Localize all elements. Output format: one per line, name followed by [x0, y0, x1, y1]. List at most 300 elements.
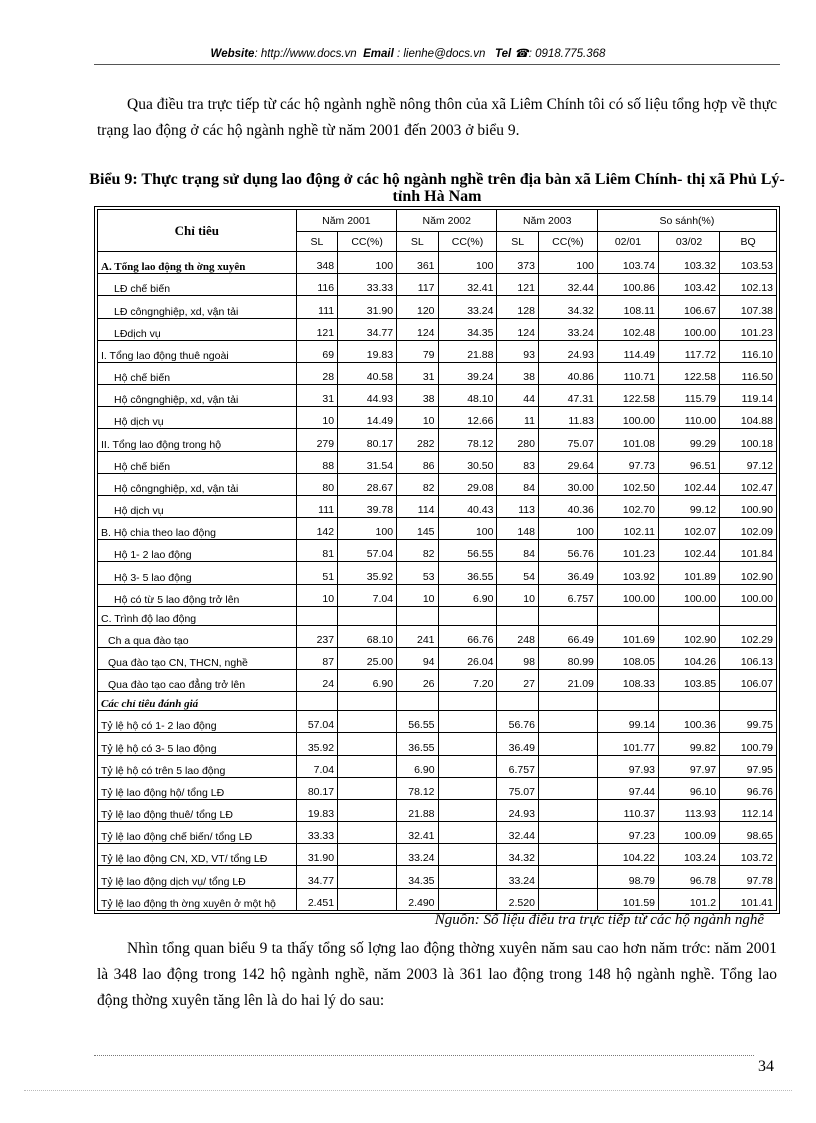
- row-value: 34.35: [397, 866, 438, 888]
- row-value: 66.76: [438, 625, 497, 647]
- row-value: 29.08: [438, 473, 497, 495]
- row-value: 57.04: [338, 540, 397, 562]
- row-value: 34.35: [438, 318, 497, 340]
- row-value: 112.14: [720, 799, 777, 821]
- header-sl: SL: [497, 232, 538, 252]
- row-value: 84: [497, 540, 538, 562]
- row-value: 56.55: [397, 711, 438, 733]
- table-row: [98, 692, 777, 711]
- row-value: 10: [497, 584, 538, 606]
- row-value: 97.44: [597, 777, 658, 799]
- row-value: 10: [397, 407, 438, 429]
- row-value: 82: [397, 473, 438, 495]
- row-value: 124: [397, 318, 438, 340]
- row-value: 10: [397, 584, 438, 606]
- row-value: 11: [497, 407, 538, 429]
- row-value: [538, 844, 597, 866]
- row-value: [338, 692, 397, 711]
- row-value: [538, 606, 597, 625]
- table-row: [98, 711, 777, 733]
- row-value: [538, 799, 597, 821]
- row-value: 69: [296, 340, 337, 362]
- row-value: [397, 606, 438, 625]
- row-value: 96.78: [659, 866, 720, 888]
- row-value: 38: [497, 362, 538, 384]
- row-value: [338, 777, 397, 799]
- row-value: 103.42: [659, 274, 720, 296]
- row-value: 99.82: [659, 733, 720, 755]
- table-row: [98, 540, 777, 562]
- row-value: 115.79: [659, 385, 720, 407]
- row-value: 86: [397, 451, 438, 473]
- row-label: LĐ côngnghiệp, xd, vận tải: [98, 296, 297, 318]
- row-value: [438, 755, 497, 777]
- row-value: [597, 606, 658, 625]
- row-value: 100.00: [720, 584, 777, 606]
- row-value: 21.09: [538, 670, 597, 692]
- table-row: [98, 866, 777, 888]
- table-row: [98, 755, 777, 777]
- row-value: 34.77: [296, 866, 337, 888]
- table-row: [98, 647, 777, 669]
- row-value: 28.67: [338, 473, 397, 495]
- row-value: [438, 777, 497, 799]
- row-value: [497, 692, 538, 711]
- row-value: 87: [296, 647, 337, 669]
- tel-label: Tel: [494, 48, 512, 60]
- row-value: 79: [397, 340, 438, 362]
- row-value: 111: [296, 296, 337, 318]
- row-value: 39.24: [438, 362, 497, 384]
- row-value: 27: [497, 670, 538, 692]
- row-value: [538, 777, 597, 799]
- row-value: 101.84: [720, 540, 777, 562]
- row-value: 97.23: [597, 822, 658, 844]
- row-value: 113.93: [659, 799, 720, 821]
- row-value: 40.36: [538, 495, 597, 517]
- row-value: [338, 711, 397, 733]
- row-value: 102.29: [720, 625, 777, 647]
- row-value: 7.04: [338, 584, 397, 606]
- bottom-divider: [94, 1055, 754, 1056]
- row-value: [338, 866, 397, 888]
- row-value: 56.76: [497, 711, 538, 733]
- table-row: [98, 296, 777, 318]
- row-value: 33.33: [338, 274, 397, 296]
- row-value: 33.33: [296, 822, 337, 844]
- row-value: 100: [438, 252, 497, 274]
- row-value: 102.70: [597, 495, 658, 517]
- row-value: 100.00: [659, 584, 720, 606]
- row-value: 44.93: [338, 385, 397, 407]
- row-value: 14.49: [338, 407, 397, 429]
- table-frame: [94, 206, 780, 914]
- row-value: 36.49: [497, 733, 538, 755]
- row-value: 241: [397, 625, 438, 647]
- row-value: 102.90: [659, 625, 720, 647]
- row-value: 19.83: [296, 799, 337, 821]
- header-02-01: 02/01: [597, 232, 658, 252]
- row-value: 117.72: [659, 340, 720, 362]
- row-value: 114.49: [597, 340, 658, 362]
- row-value: [538, 733, 597, 755]
- table-row: [98, 670, 777, 692]
- row-value: 106.67: [659, 296, 720, 318]
- page-header: [0, 46, 816, 60]
- table-row: [98, 451, 777, 473]
- table-row: [98, 407, 777, 429]
- row-value: 120: [397, 296, 438, 318]
- row-value: 103.72: [720, 844, 777, 866]
- row-value: 88: [296, 451, 337, 473]
- row-value: 103.32: [659, 252, 720, 274]
- row-value: 106.13: [720, 647, 777, 669]
- row-label: Các chỉ tiêu đánh giá: [98, 692, 297, 711]
- row-value: 104.88: [720, 407, 777, 429]
- row-value: 361: [397, 252, 438, 274]
- row-value: 10: [296, 407, 337, 429]
- row-value: 100.79: [720, 733, 777, 755]
- row-value: 48.10: [438, 385, 497, 407]
- website-url[interactable]: : http://www.docs.vn: [254, 48, 357, 60]
- row-value: 100.36: [659, 711, 720, 733]
- table-row: [98, 584, 777, 606]
- row-value: [338, 844, 397, 866]
- row-value: 96.10: [659, 777, 720, 799]
- row-value: 40.43: [438, 495, 497, 517]
- row-value: 24: [296, 670, 337, 692]
- row-value: 97.97: [659, 755, 720, 777]
- row-value: [438, 844, 497, 866]
- row-value: 103.24: [659, 844, 720, 866]
- row-label: Hộ dịch vụ: [98, 407, 297, 429]
- table-row: [98, 473, 777, 495]
- row-value: 19.83: [338, 340, 397, 362]
- row-value: 122.58: [659, 362, 720, 384]
- row-value: 103.85: [659, 670, 720, 692]
- row-value: 68.10: [338, 625, 397, 647]
- row-value: 113: [497, 495, 538, 517]
- row-value: 102.09: [720, 518, 777, 540]
- row-value: 80: [296, 473, 337, 495]
- row-value: 33.24: [497, 866, 538, 888]
- row-value: 25.00: [338, 647, 397, 669]
- row-value: 101.59: [597, 888, 658, 910]
- row-value: 97.95: [720, 755, 777, 777]
- table-row: [98, 733, 777, 755]
- row-value: 108.11: [597, 296, 658, 318]
- row-value: [659, 692, 720, 711]
- row-value: 96.76: [720, 777, 777, 799]
- row-value: [438, 888, 497, 910]
- row-label: Hộ chế biến: [98, 451, 297, 473]
- row-value: 36.55: [438, 562, 497, 584]
- table-row: [98, 888, 777, 910]
- row-value: 11.83: [538, 407, 597, 429]
- row-value: 279: [296, 429, 337, 451]
- row-value: 78.12: [397, 777, 438, 799]
- row-value: 39.78: [338, 495, 397, 517]
- row-value: 98: [497, 647, 538, 669]
- table-row: [98, 495, 777, 517]
- row-value: [438, 799, 497, 821]
- row-value: 119.14: [720, 385, 777, 407]
- row-value: 101.23: [597, 540, 658, 562]
- row-value: 33.24: [438, 296, 497, 318]
- row-value: 100.86: [597, 274, 658, 296]
- row-value: 111: [296, 495, 337, 517]
- row-value: 31.90: [296, 844, 337, 866]
- row-value: [538, 822, 597, 844]
- row-value: 51: [296, 562, 337, 584]
- row-value: 282: [397, 429, 438, 451]
- row-label: Tỷ lệ hộ có trên 5 lao động: [98, 755, 297, 777]
- row-value: 108.33: [597, 670, 658, 692]
- row-value: 33.24: [397, 844, 438, 866]
- row-value: [438, 606, 497, 625]
- source-note: Nguồn: Số liệu điều tra trực tiếp từ các hộ ngành nghề: [434, 912, 764, 928]
- row-value: 102.44: [659, 473, 720, 495]
- header-divider: [94, 64, 780, 65]
- row-value: 97.12: [720, 451, 777, 473]
- row-value: 96.51: [659, 451, 720, 473]
- row-value: 100.90: [720, 495, 777, 517]
- row-label: Hộ côngnghiệp, xd, vận tải: [98, 385, 297, 407]
- row-value: [338, 606, 397, 625]
- row-value: 110.00: [659, 407, 720, 429]
- row-value: 145: [397, 518, 438, 540]
- row-value: 57.04: [296, 711, 337, 733]
- row-value: 102.07: [659, 518, 720, 540]
- row-value: 101.77: [597, 733, 658, 755]
- email-address[interactable]: : lienhe@docs.vn: [396, 48, 486, 60]
- row-value: [438, 866, 497, 888]
- row-label: Tỷ lệ lao động hộ/ tổng LĐ: [98, 777, 297, 799]
- row-value: 104.22: [597, 844, 658, 866]
- row-value: 31: [296, 385, 337, 407]
- header-bq: BQ: [720, 232, 777, 252]
- row-value: 101.41: [720, 888, 777, 910]
- table-row: [98, 274, 777, 296]
- row-value: 12.66: [438, 407, 497, 429]
- row-value: 280: [497, 429, 538, 451]
- table-row: [98, 429, 777, 451]
- row-value: 35.92: [296, 733, 337, 755]
- row-value: 40.58: [338, 362, 397, 384]
- row-value: 103.92: [597, 562, 658, 584]
- row-value: 117: [397, 274, 438, 296]
- row-value: 98.65: [720, 822, 777, 844]
- header-cc: CC(%): [538, 232, 597, 252]
- row-value: 348: [296, 252, 337, 274]
- row-value: 6.757: [497, 755, 538, 777]
- row-value: [720, 692, 777, 711]
- row-value: 32.44: [497, 822, 538, 844]
- row-value: 99.12: [659, 495, 720, 517]
- row-value: 237: [296, 625, 337, 647]
- website-label: Website: [210, 48, 255, 60]
- row-value: 82: [397, 540, 438, 562]
- header-03-02: 03/02: [659, 232, 720, 252]
- row-value: [296, 606, 337, 625]
- row-label: Hộ côngnghiệp, xd, vận tải: [98, 473, 297, 495]
- row-label: Tỷ lệ lao động thuê/ tổng LĐ: [98, 799, 297, 821]
- row-value: [438, 733, 497, 755]
- row-label: Tỷ lệ hộ có 1- 2 lao động: [98, 711, 297, 733]
- row-label: Tỷ lệ lao động chế biến/ tổng LĐ: [98, 822, 297, 844]
- row-value: [338, 755, 397, 777]
- row-value: 100.00: [659, 318, 720, 340]
- row-value: 36.49: [538, 562, 597, 584]
- row-value: 100: [438, 518, 497, 540]
- row-value: 80.17: [338, 429, 397, 451]
- table-row: [98, 362, 777, 384]
- row-value: 100.09: [659, 822, 720, 844]
- row-value: 100: [338, 518, 397, 540]
- row-value: 108.05: [597, 647, 658, 669]
- row-label: II. Tổng lao động trong hộ: [98, 429, 297, 451]
- row-label: Ch a qua đào tạo: [98, 625, 297, 647]
- row-value: 31.90: [338, 296, 397, 318]
- row-value: 101.23: [720, 318, 777, 340]
- table-row: [98, 799, 777, 821]
- row-value: 101.89: [659, 562, 720, 584]
- row-value: 99.14: [597, 711, 658, 733]
- row-value: 116.50: [720, 362, 777, 384]
- row-value: 103.53: [720, 252, 777, 274]
- row-value: 128: [497, 296, 538, 318]
- row-label: C. Trình độ lao động: [98, 606, 297, 625]
- row-value: 24.93: [497, 799, 538, 821]
- row-value: [338, 799, 397, 821]
- row-value: 6.90: [397, 755, 438, 777]
- table-row: [98, 385, 777, 407]
- row-label: Hộ dịch vụ: [98, 495, 297, 517]
- row-value: 148: [497, 518, 538, 540]
- row-value: [538, 755, 597, 777]
- row-value: [296, 692, 337, 711]
- labor-table: [97, 209, 777, 911]
- row-label: LĐdịch vụ: [98, 318, 297, 340]
- row-value: 56.76: [538, 540, 597, 562]
- row-label: LĐ chế biến: [98, 274, 297, 296]
- header-chi-tieu: Chỉ tiêu: [98, 210, 297, 252]
- row-value: 102.13: [720, 274, 777, 296]
- row-value: 101.69: [597, 625, 658, 647]
- row-value: [397, 692, 438, 711]
- row-value: 104.26: [659, 647, 720, 669]
- header-sl: SL: [296, 232, 337, 252]
- row-label: A. Tổng lao động th ờng xuyên: [98, 252, 297, 274]
- row-value: 97.78: [720, 866, 777, 888]
- row-label: Hộ có từ 5 lao động trở lên: [98, 584, 297, 606]
- row-value: 142: [296, 518, 337, 540]
- row-value: 75.07: [497, 777, 538, 799]
- row-value: 29.64: [538, 451, 597, 473]
- row-value: 2.520: [497, 888, 538, 910]
- row-value: 6.90: [438, 584, 497, 606]
- row-label: Qua đào tạo cao đẳng trở lên: [98, 670, 297, 692]
- row-value: 102.47: [720, 473, 777, 495]
- row-value: [538, 692, 597, 711]
- row-value: 97.73: [597, 451, 658, 473]
- row-value: 47.31: [538, 385, 597, 407]
- row-value: 100.18: [720, 429, 777, 451]
- row-label: Tỷ lệ lao động CN, XD, VT/ tổng LĐ: [98, 844, 297, 866]
- table-row: [98, 606, 777, 625]
- row-value: 56.55: [438, 540, 497, 562]
- row-value: 10: [296, 584, 337, 606]
- row-value: [438, 692, 497, 711]
- row-value: 106.07: [720, 670, 777, 692]
- row-value: 116: [296, 274, 337, 296]
- row-value: [497, 606, 538, 625]
- table-row: [98, 777, 777, 799]
- row-value: 124: [497, 318, 538, 340]
- row-value: 2.490: [397, 888, 438, 910]
- row-value: 101.2: [659, 888, 720, 910]
- header-so-sanh: So sánh(%): [597, 210, 776, 232]
- row-value: 32.41: [397, 822, 438, 844]
- header-cc: CC(%): [438, 232, 497, 252]
- row-value: 54: [497, 562, 538, 584]
- row-value: 110.37: [597, 799, 658, 821]
- page-number: 34: [758, 1058, 774, 1075]
- row-value: 102.48: [597, 318, 658, 340]
- row-label: I. Tổng lao động thuê ngoài: [98, 340, 297, 362]
- row-value: 33.24: [538, 318, 597, 340]
- row-value: 6.757: [538, 584, 597, 606]
- row-value: 21.88: [438, 340, 497, 362]
- row-value: 7.04: [296, 755, 337, 777]
- row-value: 53: [397, 562, 438, 584]
- row-value: [720, 606, 777, 625]
- table-row: [98, 562, 777, 584]
- row-value: 34.77: [338, 318, 397, 340]
- table-row: [98, 822, 777, 844]
- row-label: Tỷ lệ lao động th ờng xuyên ở một hộ: [98, 888, 297, 910]
- row-value: 83: [497, 451, 538, 473]
- header-nam-2001: Năm 2001: [296, 210, 396, 232]
- row-value: 24.93: [538, 340, 597, 362]
- row-value: 100: [538, 252, 597, 274]
- row-value: [538, 711, 597, 733]
- row-value: 121: [497, 274, 538, 296]
- row-value: 66.49: [538, 625, 597, 647]
- row-value: 32.41: [438, 274, 497, 296]
- row-value: 21.88: [397, 799, 438, 821]
- row-value: 98.79: [597, 866, 658, 888]
- row-value: 100: [338, 252, 397, 274]
- row-value: 80.99: [538, 647, 597, 669]
- row-value: 26.04: [438, 647, 497, 669]
- table-row: [98, 844, 777, 866]
- row-value: 7.20: [438, 670, 497, 692]
- row-value: 78.12: [438, 429, 497, 451]
- row-value: 30.50: [438, 451, 497, 473]
- row-value: 122.58: [597, 385, 658, 407]
- row-value: 32.44: [538, 274, 597, 296]
- table-row: [98, 625, 777, 647]
- row-value: 121: [296, 318, 337, 340]
- row-value: 84: [497, 473, 538, 495]
- row-value: 107.38: [720, 296, 777, 318]
- row-label: Hộ 1- 2 lao động: [98, 540, 297, 562]
- row-value: 34.32: [497, 844, 538, 866]
- row-value: 31: [397, 362, 438, 384]
- row-value: 31.54: [338, 451, 397, 473]
- row-label: Hộ 3- 5 lao động: [98, 562, 297, 584]
